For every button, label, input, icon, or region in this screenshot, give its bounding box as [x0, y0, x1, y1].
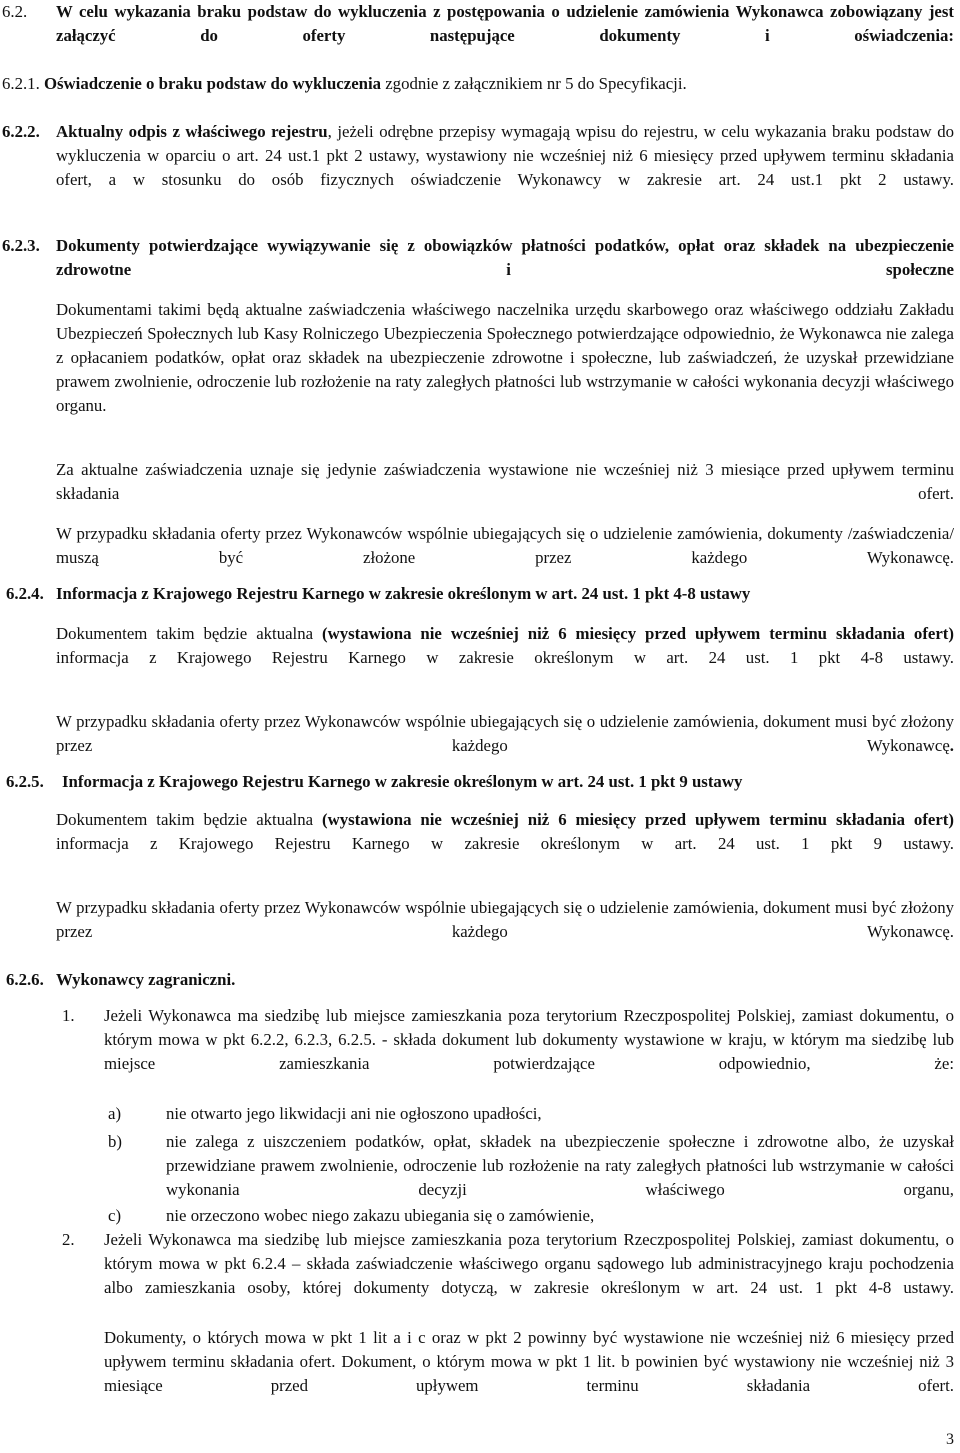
section-number: 6.2.6.: [6, 970, 44, 989]
paragraph-text: Dokumentem takim będzie aktualna: [56, 624, 322, 643]
section-title: Aktualny odpis z właściwego rejestru: [56, 122, 328, 141]
paragraph-6-2-2: [56, 120, 954, 216]
section-number: 6.2.: [2, 2, 28, 21]
list-item: Jeżeli Wykonawca ma siedzibę lub miejsce zamieszkania poza terytorium Rzeczpospolitej Polskiej, zamiast dokumentu, o którym mowa w pkt 6.2.4 – składa zaświadczenie właściwego organu sądowego lub administracyjnego kraju pochodzenia albo zamieszkania osoby, której dokumenty dotyczą, w zakresie określonym w art. 24 ust. 1 pkt 4-8 ustawy.: [104, 1230, 954, 1297]
section-title: Oświadczenie o braku podstaw do wykluczenia: [43, 74, 382, 93]
section-heading: Wykonawcy zagraniczni.: [56, 970, 236, 989]
section-heading: Informacja z Krajowego Rejestru Karnego w zakresie określonym w art. 24 ust. 1 pkt 4-8 ustawy: [56, 584, 751, 603]
list-item-number: 2.: [62, 1230, 75, 1249]
sublist-item: nie orzeczono wobec niego zakazu ubiegania się o zamówienie,: [166, 1206, 595, 1225]
paragraph-6-2-1: [2, 72, 954, 96]
paragraph-text: informacja z Krajowego Rejestru Karnego w zakresie określonym w art. 24 ust. 1 pkt 9 ustawy.: [56, 834, 954, 853]
paragraph: Dokumenty, o których mowa w pkt 1 lit a i c oraz w pkt 2 powinny być wystawione nie wcześniej niż 6 miesięcy przed upływem terminu składania ofert. Dokument, o którym mowa w pkt 1 lit. b powinien być wystawiony nie wcześniej niż 3 miesiące przed upływem terminu składania ofert.: [104, 1328, 954, 1395]
sublist-item: nie zalega z uiszczeniem podatków, opłat, składek na ubezpieczenie społeczne i zdrowotne albo, że uzyskał przewidziane prawem zwolnienie, odroczenie lub rozłożenie na raty zaległych płatności lub wstrzymanie w całości wykonania decyzji właściwego organu,: [166, 1132, 954, 1199]
paragraph-emphasis: .: [949, 736, 954, 755]
paragraph-text: informacja z Krajowego Rejestru Karnego w zakresie określonym w art. 24 ust. 1 pkt 4-8 ustawy.: [56, 648, 954, 667]
list-item-number: 1.: [62, 1006, 75, 1025]
paragraph-text: , jeżeli odrębne przepisy wymagają wpisu do rejestru, w celu wykazania braku podstaw do wykluczenia w oparciu o art. 24 ust.1 pkt 2 ustawy, wystawiony nie wcześniej niż 6 miesięcy przed upływem terminu składania ofert, a w stosunku do osób fizycznych oświadczenie Wykonawcy w zakresie art. 24 ust.1 pkt 2 ustawy.: [56, 122, 954, 189]
page-number: 3: [946, 1431, 954, 1448]
sublist-item: nie otwarto jego likwidacji ani nie ogłoszono upadłości,: [166, 1104, 542, 1123]
paragraph-text: zgodnie z załącznikiem nr 5 do Specyfikacji.: [381, 74, 687, 93]
paragraph-emphasis: (wystawiona nie wcześniej niż 6 miesięcy przed upływem terminu składania ofert): [321, 624, 954, 643]
paragraph: W przypadku składania oferty przez Wykonawców wspólnie ubiegających się o udzielenie zamówienia, dokumenty /zaświadczenia/ muszą być złożone przez każdego Wykonawcę.: [56, 524, 954, 567]
paragraph: W przypadku składania oferty przez Wykonawców wspólnie ubiegających się o udzielenie zamówienia, dokument musi być złożony przez każdego Wykonawcę.: [56, 898, 954, 941]
paragraph: [56, 622, 954, 694]
section-number: 6.2.5.: [6, 772, 44, 791]
paragraph: Dokumentami takimi będą aktualne zaświadczenia właściwego naczelnika urzędu skarbowego oraz właściwego oddziału Zakładu Ubezpieczeń Społecznych lub Kasy Rolniczego Ubezpieczenia Społecznego potwierdzające odpowiednio, że Wykonawca nie zalega z opłacaniem podatków, opłat oraz składek na ubezpieczenie zdrowotne i społeczne, lub zaświadczeń, że uzyskał przewidziane prawem zwolnienie, odroczenie lub rozłożenie na raty zaległych płatności lub wstrzymanie w całości wykonania decyzji właściwego organu.: [56, 300, 954, 415]
section-number: 6.2.2.: [2, 122, 40, 141]
sublist-item-letter: b): [108, 1132, 122, 1151]
paragraph: Za aktualne zaświadczenia uznaje się jedynie zaświadczenia wystawione nie wcześniej niż 3 miesiące przed upływem terminu składania ofert.: [56, 460, 954, 503]
section-heading: Informacja z Krajowego Rejestru Karnego w zakresie określonym w art. 24 ust. 1 pkt 9 ustawy: [62, 772, 743, 791]
section-number: 6.2.3.: [2, 236, 40, 255]
sublist-item-letter: a): [108, 1104, 122, 1123]
paragraph-text: W przypadku składania oferty przez Wykonawców wspólnie ubiegających się o udzielenie zamówienia, dokument musi być złożony przez każdego Wykonawcę: [56, 712, 954, 755]
section-number: 6.2.1.: [2, 74, 40, 93]
section-heading: W celu wykazania braku podstaw do wykluczenia z postępowania o udzielenie zamówienia Wykonawca zobowiązany jest załączyć do oferty następujące dokumenty i oświadczenia:: [56, 2, 954, 45]
list-item: Jeżeli Wykonawca ma siedzibę lub miejsce zamieszkania poza terytorium Rzeczpospolitej Polskiej, zamiast dokumentu, o którym mowa w pkt 6.2.2, 6.2.3, 6.2.5. - składa dokument lub dokumenty wystawione w kraju, w którym ma siedzibę lub miejsce zamieszkania potwierdzające odpowiednio, że:: [104, 1006, 954, 1073]
paragraph: [56, 808, 954, 880]
section-heading: Dokumenty potwierdzające wywiązywanie się z obowiązków płatności podatków, opłat oraz składek na ubezpieczenie zdrowotne i społeczne: [56, 236, 954, 279]
paragraph-emphasis: (wystawiona nie wcześniej niż 6 miesięcy przed upływem terminu składania ofert): [321, 810, 954, 829]
paragraph-text: Dokumentem takim będzie aktualna: [56, 810, 322, 829]
sublist-item-letter: c): [108, 1206, 122, 1225]
section-number: 6.2.4.: [6, 584, 44, 603]
